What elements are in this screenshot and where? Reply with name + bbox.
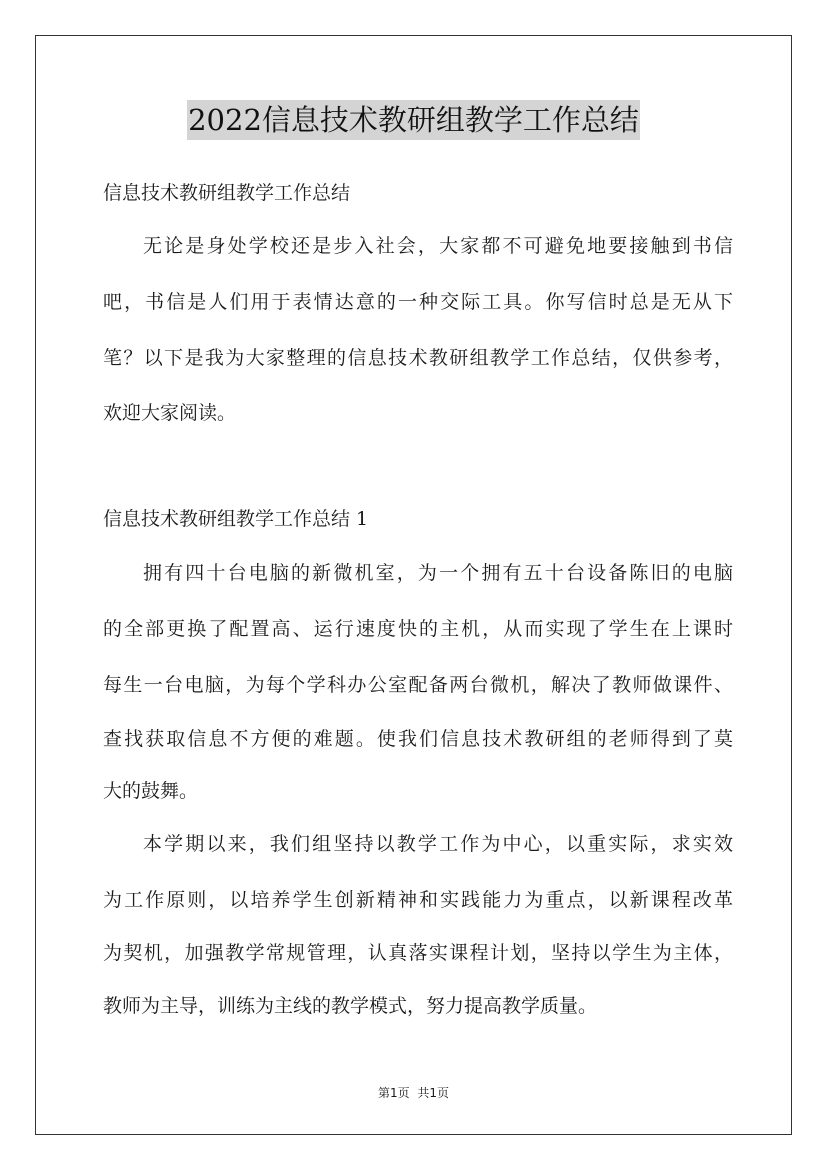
- paragraph-line: 为工作原则，以培养学生创新精神和实践能力为重点，以新课程改革: [103, 889, 733, 911]
- intro-line: 欢迎大家阅读。: [103, 402, 237, 424]
- paragraph-line: 本学期以来，我们组坚持以教学工作为中心，以重实际，求实效: [143, 833, 733, 855]
- paragraph-line: 大的鼓舞。: [103, 780, 199, 802]
- page-footer: [0, 1085, 827, 1101]
- title-container: [0, 100, 827, 140]
- paragraph-line: 拥有四十台电脑的新微机室，为一个拥有五十台设备陈旧的电脑: [143, 562, 733, 584]
- paragraph-line: 教师为主导，训练为主线的教学模式，努力提高教学质量。: [103, 995, 598, 1017]
- section-heading: 信息技术教研组教学工作总结: [103, 182, 351, 204]
- intro-line: 笔？以下是我为大家整理的信息技术教研组教学工作总结，仅供参考，: [103, 347, 733, 369]
- paragraph-line: 查找获取信息不方便的难题。使我们信息技术教研组的老师得到了莫: [103, 728, 733, 750]
- page-number: 第1页: [377, 1086, 410, 1100]
- paragraph-line: 的全部更换了配置高、运行速度快的主机，从而实现了学生在上课时: [103, 618, 733, 640]
- paragraph-line: 为契机，加强教学常规管理，认真落实课程计划，坚持以学生为主体，: [103, 942, 733, 964]
- intro-line: 吧，书信是人们用于表情达意的一种交际工具。你写信时总是无从下: [103, 291, 733, 313]
- section-heading: 信息技术教研组教学工作总结 1: [103, 508, 369, 530]
- page-total: 共1页: [417, 1086, 450, 1100]
- document-title: 2022信息技术教研组教学工作总结: [187, 100, 640, 140]
- intro-line: 无论是身处学校还是步入社会，大家都不可避免地要接触到书信: [143, 235, 733, 257]
- paragraph-line: 每生一台电脑，为每个学科办公室配备两台微机，解决了教师做课件、: [103, 674, 733, 696]
